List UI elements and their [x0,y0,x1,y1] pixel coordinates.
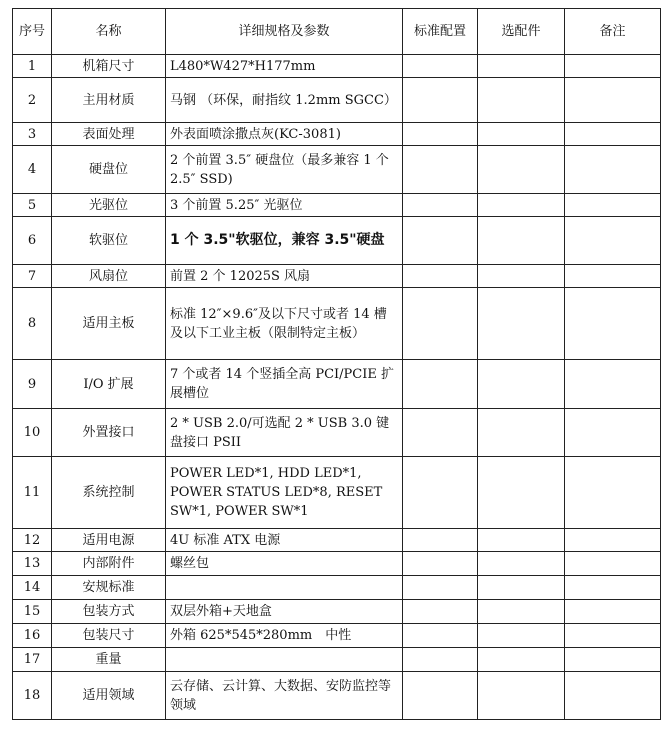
row-spec [166,576,403,600]
row-name: 硬盘位 [52,146,166,194]
row-standard [403,360,478,409]
row-remarks [565,552,661,576]
row-standard [403,409,478,457]
row-number: 1 [13,55,52,78]
header-name: 名称 [52,9,166,55]
row-remarks [565,409,661,457]
row-remarks [565,529,661,552]
row-optional [478,552,565,576]
row-number: 3 [13,123,52,146]
row-standard [403,194,478,217]
row-optional [478,265,565,288]
row-optional [478,600,565,624]
table-row [13,78,661,123]
row-number: 11 [13,457,52,529]
row-name: 外置接口 [52,409,166,457]
table-row [13,600,661,624]
row-standard [403,529,478,552]
header-optional: 选配件 [478,9,565,55]
row-optional [478,78,565,123]
row-number: 18 [13,672,52,720]
row-optional [478,648,565,672]
row-standard [403,624,478,648]
row-standard [403,457,478,529]
row-number: 10 [13,409,52,457]
row-remarks [565,648,661,672]
row-standard [403,648,478,672]
table-row [13,265,661,288]
row-spec: 云存储、云计算、大数据、安防监控等领域 [166,672,403,720]
row-name: 内部附件 [52,552,166,576]
row-name: 安规标准 [52,576,166,600]
row-name: 机箱尺寸 [52,55,166,78]
row-number: 17 [13,648,52,672]
row-optional [478,360,565,409]
table-row [13,552,661,576]
table-row [13,672,661,720]
row-optional [478,55,565,78]
table-row [13,123,661,146]
row-spec: POWER LED*1, HDD LED*1, POWER STATUS LED*8, RESET SW*1, POWER SW*1 [166,457,403,529]
row-remarks [565,576,661,600]
row-name: 包装尺寸 [52,624,166,648]
row-name: 适用领域 [52,672,166,720]
row-spec: 3 个前置 5.25″ 光驱位 [166,194,403,217]
row-remarks [565,360,661,409]
row-optional [478,576,565,600]
row-spec: 标准 12″×9.6″及以下尺寸或者 14 槽及以下工业主板（限制特定主板） [166,288,403,360]
row-remarks [565,265,661,288]
row-remarks [565,55,661,78]
row-name: 风扇位 [52,265,166,288]
row-spec: 外箱 625*545*280mm 中性 [166,624,403,648]
table-row [13,409,661,457]
row-standard [403,217,478,265]
row-spec: 前置 2 个 12025S 风扇 [166,265,403,288]
row-name: 表面处理 [52,123,166,146]
table-row [13,648,661,672]
row-spec: L480*W427*H177mm [166,55,403,78]
table-row [13,576,661,600]
row-optional [478,194,565,217]
row-optional [478,457,565,529]
table-row [13,457,661,529]
row-name: 系统控制 [52,457,166,529]
row-standard [403,123,478,146]
row-optional [478,624,565,648]
table-row [13,624,661,648]
row-optional [478,409,565,457]
row-spec: 外表面喷涂撒点灰(KC-3081) [166,123,403,146]
row-name: 软驱位 [52,217,166,265]
row-name: 光驱位 [52,194,166,217]
row-optional [478,146,565,194]
header-remarks: 备注 [565,9,661,55]
table-row [13,217,661,265]
row-remarks [565,217,661,265]
row-name: 主用材质 [52,78,166,123]
row-optional [478,123,565,146]
row-spec: 4U 标准 ATX 电源 [166,529,403,552]
row-number: 4 [13,146,52,194]
row-remarks [565,78,661,123]
row-spec: 7 个或者 14 个竖插全高 PCI/PCIE 扩展槽位 [166,360,403,409]
table-row [13,194,661,217]
header-row [13,9,661,55]
row-name: 适用电源 [52,529,166,552]
header-no: 序号 [13,9,52,55]
row-number: 15 [13,600,52,624]
table-row [13,529,661,552]
table-row [13,360,661,409]
row-number: 14 [13,576,52,600]
row-remarks [565,624,661,648]
row-number: 8 [13,288,52,360]
table-row [13,146,661,194]
row-standard [403,576,478,600]
row-number: 2 [13,78,52,123]
row-standard [403,78,478,123]
row-name: 适用主板 [52,288,166,360]
row-spec: 2 个前置 3.5″ 硬盘位（最多兼容 1 个 2.5″ SSD) [166,146,403,194]
row-remarks [565,123,661,146]
row-spec [166,648,403,672]
row-standard [403,55,478,78]
table-row [13,55,661,78]
spec-table [12,8,661,720]
row-remarks [565,672,661,720]
row-optional [478,288,565,360]
row-name: 包装方式 [52,600,166,624]
row-standard [403,288,478,360]
row-spec: 2 * USB 2.0/可选配 2 * USB 3.0 键盘接口 PSII [166,409,403,457]
row-spec: 双层外箱+天地盒 [166,600,403,624]
row-optional [478,529,565,552]
row-remarks [565,194,661,217]
row-standard [403,146,478,194]
row-standard [403,265,478,288]
row-name: 重量 [52,648,166,672]
row-remarks [565,457,661,529]
row-optional [478,672,565,720]
row-standard [403,552,478,576]
row-spec: 螺丝包 [166,552,403,576]
row-standard [403,600,478,624]
row-remarks [565,146,661,194]
row-remarks [565,288,661,360]
row-name: I/O 扩展 [52,360,166,409]
header-standard: 标准配置 [403,9,478,55]
row-number: 5 [13,194,52,217]
row-number: 9 [13,360,52,409]
row-remarks [565,600,661,624]
row-optional [478,217,565,265]
row-standard [403,672,478,720]
row-spec: 1 个 3.5"软驱位，兼容 3.5"硬盘 [166,217,403,265]
row-number: 7 [13,265,52,288]
row-spec: 马钢 （环保，耐指纹 1.2mm SGCC） [166,78,403,123]
row-number: 12 [13,529,52,552]
table-row [13,288,661,360]
row-number: 6 [13,217,52,265]
row-number: 13 [13,552,52,576]
header-spec: 详细规格及参数 [166,9,403,55]
row-number: 16 [13,624,52,648]
